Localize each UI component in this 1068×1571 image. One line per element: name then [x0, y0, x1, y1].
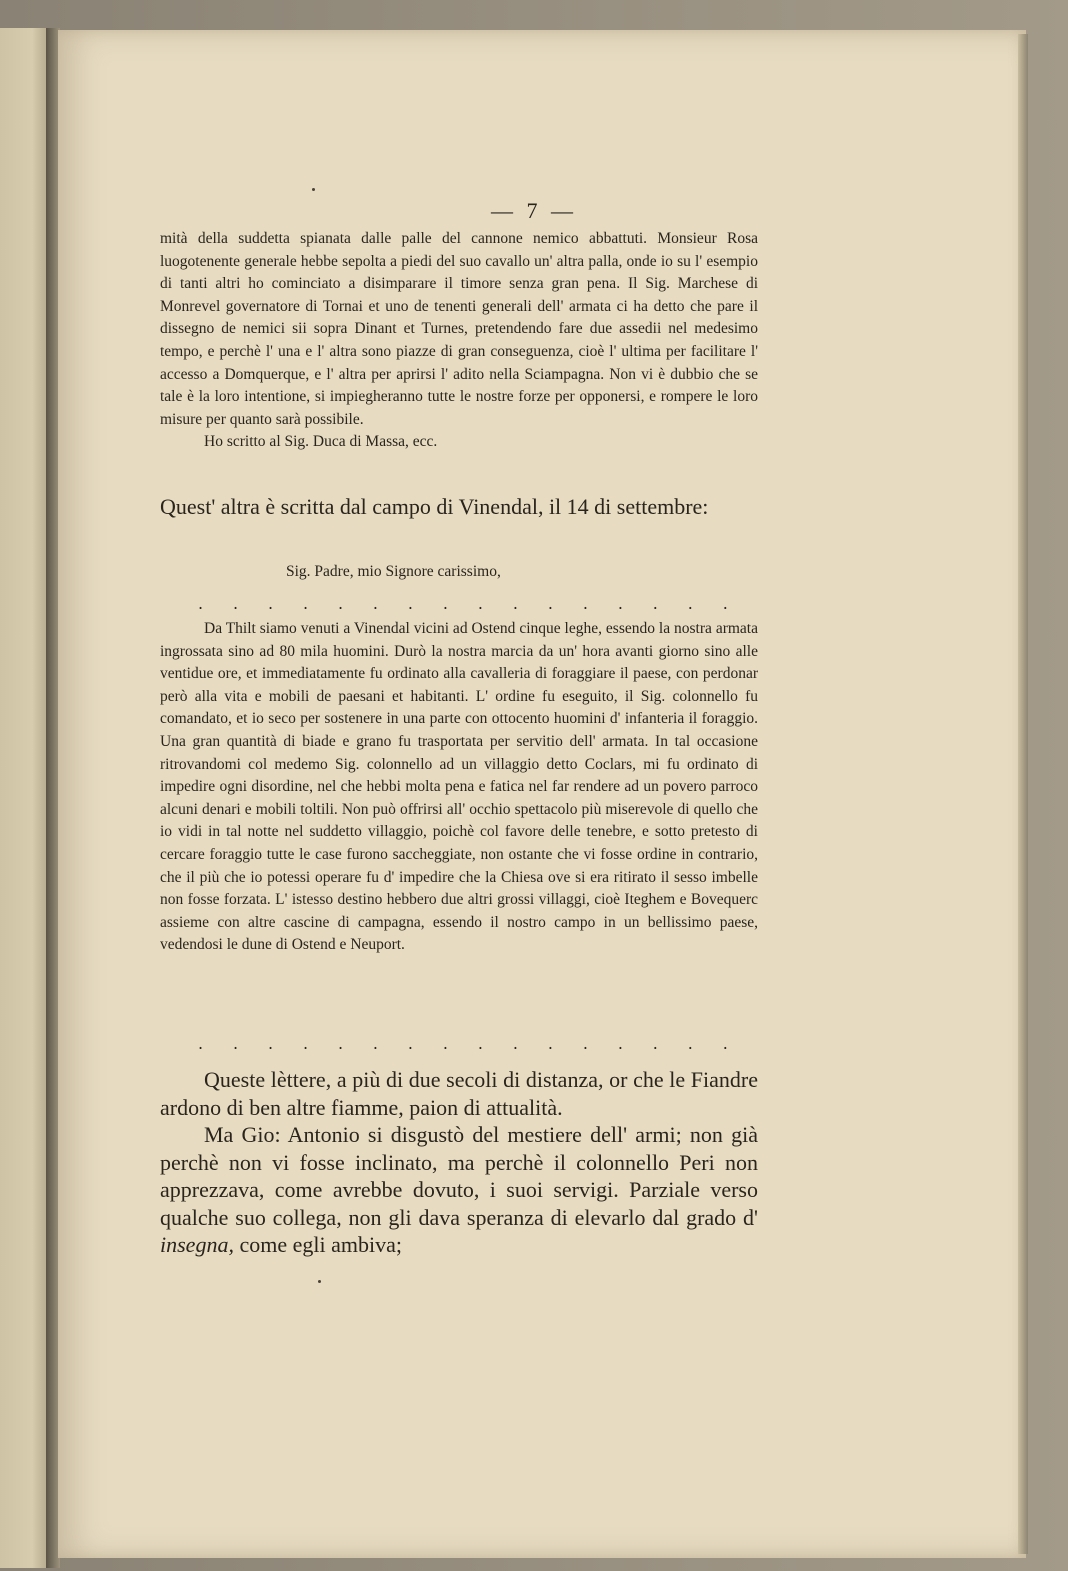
ellipsis-dot: . — [232, 1034, 239, 1053]
ellipsis-dot: . — [582, 1034, 588, 1053]
ellipsis-dot: . — [302, 594, 309, 613]
ellipsis-dot: . — [442, 1034, 448, 1053]
ellipsis-dot: . — [547, 594, 553, 613]
letter-one-body: mità della suddetta spianata dalle palle del cannone nemico abbattuti. Monsieur Rosa luogotenente generale hebbe sepolta a piedi del suo cavallo un' altra palla, onde io su l' esempio di tanti altri ho cominciato a disimparare il timore senza gran pena. Il Sig. Marchese di Monrevel governatore di Tornai et uno de tenenti generali dell' armata ci ha detto che pare il dissegno de nemici sii sopra Dinant et Turnes, pretendendo fare due assedii nel medesimo tempo, e perchè l' una e l' altra sono piazze di gran conseguenza, cioè l' ultima per facilitare l' accesso a Domquerque, e l' altra per aprirsi l' adito nella Sciampagna. Non vi è dubbio che se tale è la loro intentione, si impiegheranno tutte le nostre forze per opponersi, e rompere le loro misure per quanto sarà possibile. — [160, 230, 758, 428]
ellipsis-dot: . — [407, 1034, 413, 1053]
left-page-edge — [0, 28, 48, 1568]
ellipsis-dot: . — [198, 1034, 204, 1053]
ellipsis-dot: . — [337, 1034, 344, 1053]
ellipsis-dot: . — [722, 1034, 728, 1053]
ellipsis-dot: . — [547, 1034, 553, 1053]
ellipsis-row — [198, 594, 728, 613]
ellipsis-dot: . — [337, 594, 344, 613]
ellipsis-dot: . — [652, 1034, 658, 1053]
page-number: — 7 — — [491, 198, 577, 223]
closing-paragraph-one: Queste lèttere, a più di due secoli di distanza, or che le Fiandre ardono di ben altre fiamme, paion di attualità. — [160, 1067, 758, 1120]
ellipsis-dot: . — [582, 594, 588, 613]
closing-p2-text: Ma Gio: Antonio si disgustò del mestiere dell' armi; non già perchè non vi fosse inclinato, ma perchè il colonnello Peri non apprezzava, come avrebbe dovuto, i suoi servigi. Parziale verso qualche suo collega, non gli dava speranza di elevarlo dal grado d' — [160, 1122, 758, 1230]
ellipsis-dot: . — [302, 1034, 309, 1053]
letter-two-salutation: Sig. Padre, mio Signore carissimo, — [286, 563, 501, 580]
ellipsis-dot: . — [442, 594, 448, 613]
closing-paragraphs — [160, 1066, 758, 1259]
letter-two-intro-text: Quest' altra è scritta dal campo di Vinendal, il 14 di settembre: — [160, 494, 709, 519]
ellipsis-row — [198, 1034, 728, 1053]
ellipsis-dot: . — [722, 594, 728, 613]
ellipsis-dot: . — [477, 1034, 483, 1053]
ellipsis-dot: . — [617, 594, 623, 613]
ellipsis-dot: . — [407, 594, 413, 613]
letter-two-intro — [160, 493, 758, 520]
ellipsis-dot: . — [512, 594, 518, 613]
closing-paragraph-two — [160, 1121, 758, 1259]
closing-p2-end: come egli ambiva; — [233, 1232, 402, 1257]
ellipsis-dot: . — [652, 594, 658, 613]
ellipsis-dot: . — [232, 594, 239, 613]
paper-speck — [312, 188, 315, 191]
ellipsis-dot: . — [372, 1034, 379, 1053]
ellipsis-dot: . — [477, 594, 483, 613]
letter-two-body: Da Thilt siamo venuti a Vinendal vicini ad Ostend cinque leghe, essendo la nostra armata ingrossata sino ad 80 mila huomini. Durò la nostra marcia da un' hora avanti giorno sino alle ventidue ore, et immediatamente fu ordinato alla cavalleria di foraggiare il paese, con perdonar però alla vita e mobili de paesani et habitanti. L' ordine fu eseguito, il Sig. colonnello fu comandato, et io seco per sostenere in una parte con ottocento huomini d' infanteria il foraggio. Una gran quantità di biade e grano fu trasportata per servitio dell' armata. In tal occasione ritrovandomi col medemo Sig. colonnello ad un villaggio detto Coclars, mi fu ordinato di impedire ogni disordine, nel che hebbi molta pena e fatica nel far rendere ad un povero parroco alcuni denari e mobili toltili. Non può offrirsi all' occhio spettacolo più miserevole di quello che io vidi in tal notte nel suddetto villaggio, poichè col favore delle tenebre, e sotto pretesto di cercare foraggio tutte le case furono saccheggiate, non ostante che vi fosse ordine in contrario, che il più che io potessi operare fu d' impedire che la Chiesa ove si era ritirato il sesso imbelle non fosse forzata. L' istesso destino hebbero due altri grossi villaggi, cioè Iteghem e Bovequerc assieme con altre cascine di campagna, essendo il nostro campo in un bellissimo paese, vedendosi le dune di Ostend e Neuport. — [160, 620, 758, 954]
ellipsis-dot: . — [372, 594, 379, 613]
letter-one — [160, 228, 758, 454]
paper-speck — [318, 1280, 321, 1283]
ellipsis-dot: . — [512, 1034, 518, 1053]
ellipsis-dot: . — [617, 1034, 623, 1053]
letter-two — [160, 618, 758, 957]
page-right-edge — [1018, 34, 1028, 1554]
closing-p2-italic: insegna, — [160, 1232, 234, 1257]
letter-one-postscript: Ho scritto al Sig. Duca di Massa, ecc. — [204, 433, 438, 451]
ellipsis-dot: . — [687, 1034, 693, 1053]
ellipsis-dot: . — [687, 594, 693, 613]
ellipsis-dot: . — [198, 594, 204, 613]
ellipsis-dot: . — [267, 594, 274, 613]
ellipsis-dot: . — [267, 1034, 274, 1053]
